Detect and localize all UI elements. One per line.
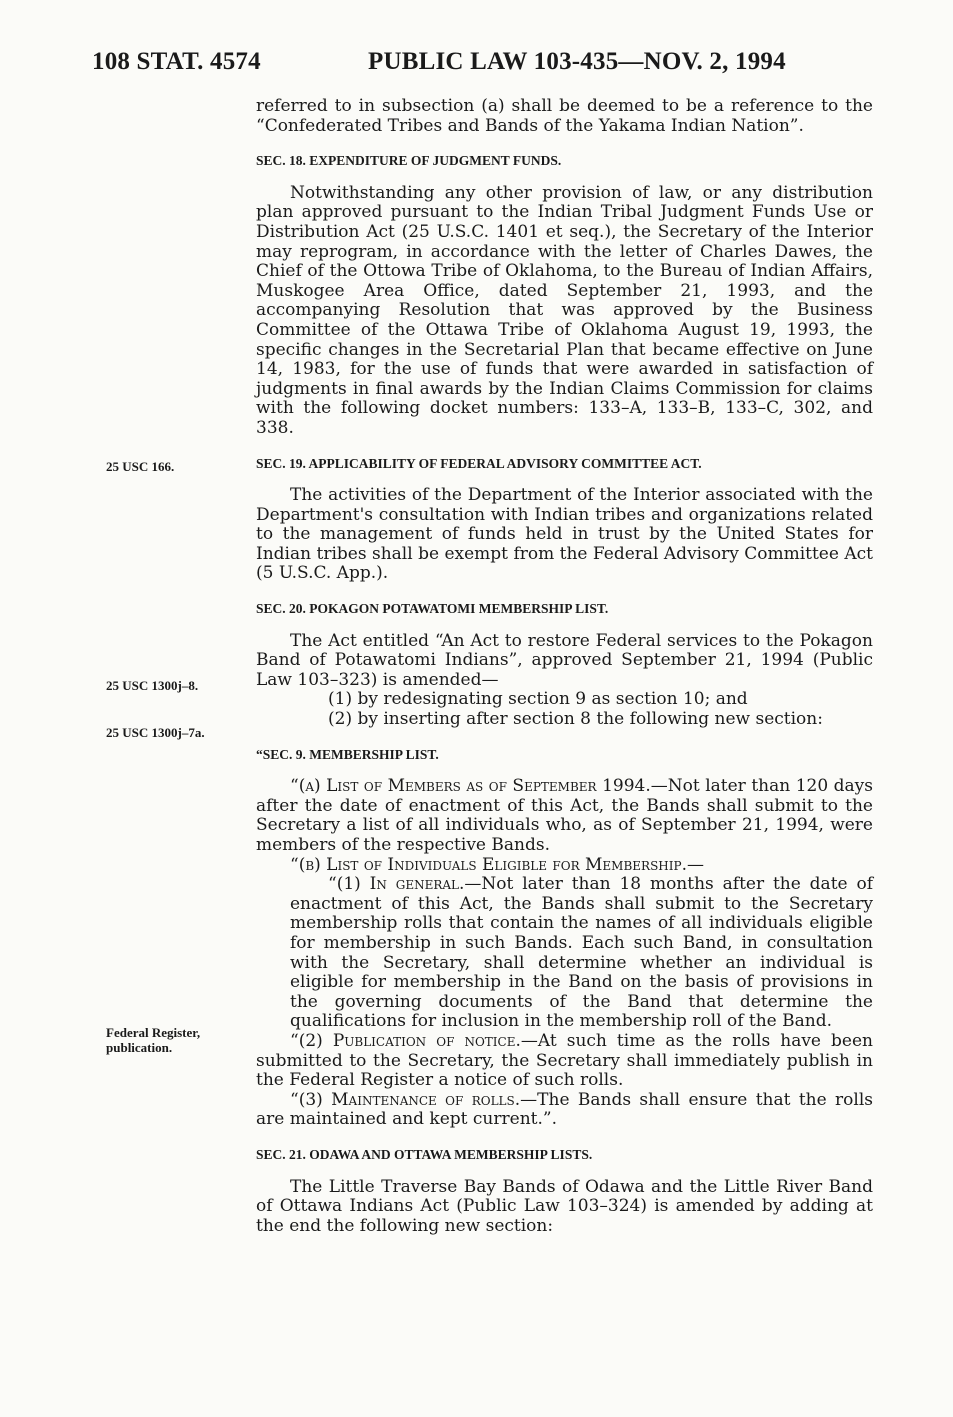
section-20-item-1: (1) by redesignating section 9 as section 10; and xyxy=(328,689,748,710)
section-18-text: Notwithstanding any other provision of law, or any distribution plan approved pursuant to the Indian Tribal Judgment Funds Use or Distribution Act (25 U.S.C. 1401 et seq.), the Secretary of the Interior may reprogram, in accordance with the letter of Charles Dawes, the Chief of the Ottowa Tribe of Oklahoma, to the Bureau of Indian Affairs, Muskogee Area Office, dated September 21, 1993, and the accompanying Resolution that was approved by the Business Committee of the Ottawa Tribe of Oklahoma August 19, 1993, the specific changes in the Secretarial Plan that became effective on June 14, 1983, for the use of funds that were awarded in satisfaction of judgments in final awards by the Indian Claims Commission for claims with the following docket numbers: 133–A, 133–B, 133–C, 302, and 338. xyxy=(256,182,873,438)
paragraph-b1-text: —Not later than 18 months after the date of enactment of this Act, the Bands shall submit to the Secretary membership rolls that contain the names of all individuals eligible for membership in such Bands. Each such Band, in consultation with the Secretary, shall determine whether an individual is eligible for membership in the Band on the basis of provisions in the governing documents of the Band that determine the qualifications for inclusion in the membership roll of the Band. xyxy=(290,874,873,1032)
paragraph-b2 xyxy=(256,1032,873,1091)
paragraph-b3-text: —The Bands shall ensure that the rolls are maintained and kept current.”. xyxy=(256,1089,873,1130)
section-20-item-2: (2) by inserting after section 8 the following new section: xyxy=(328,709,823,730)
paragraph-b3 xyxy=(256,1091,873,1130)
page-reference: 108 STAT. 4574 xyxy=(92,48,261,75)
law-reference-header: PUBLIC LAW 103-435—NOV. 2, 1994 xyxy=(368,48,786,75)
subsection-b xyxy=(256,856,873,876)
paragraph-b3-label: “(3) Maintenance of rolls. xyxy=(290,1089,521,1110)
margin-note-25-usc-1300j-7a: 25 USC 1300j–7a. xyxy=(106,725,205,740)
margin-note-federal-register: Federal Register, publication. xyxy=(106,1025,201,1055)
section-20-heading: SEC. 20. POKAGON POTAWATOMI MEMBERSHIP LIST. xyxy=(256,601,609,617)
subsection-a-label: “(a) List of Members as of September 1994. xyxy=(290,776,651,797)
subsection-a-text: —Not later than 120 days after the date of enactment of this Act, the Bands shall submit to the Secretary a list of all individuals who, as of September 21, 1994, were members of the respective Bands. xyxy=(256,776,873,855)
section-9-heading: “SEC. 9. MEMBERSHIP LIST. xyxy=(256,746,439,762)
section-18-heading: SEC. 18. EXPENDITURE OF JUDGMENT FUNDS. xyxy=(256,153,562,169)
paragraph-b1-label: “(1) In general. xyxy=(328,874,465,895)
margin-note-25-usc-1300j-8: 25 USC 1300j–8. xyxy=(106,678,199,693)
margin-note-25-usc-166: 25 USC 166. xyxy=(106,459,175,474)
paragraph-b2-label: “(2) Publication of notice. xyxy=(290,1030,521,1051)
paragraph-b1 xyxy=(256,875,873,1032)
paragraph-b2-text: —At such time as the rolls have been submitted to the Secretary, the Secretary shall immediately publish in the Federal Register a notice of such rolls. xyxy=(256,1030,873,1091)
main-text-column xyxy=(256,97,873,1236)
section-20-text: The Act entitled “An Act to restore Federal services to the Pokagon Band of Potawatomi Indians”, approved September 21, 1994 (Public Law 103–323) is amended— xyxy=(256,630,873,690)
section-21-heading: SEC. 21. ODAWA AND OTTAWA MEMBERSHIP LISTS. xyxy=(256,1146,593,1162)
subsection-b-dash: — xyxy=(686,854,704,875)
section-19-text: The activities of the Department of the Interior associated with the Department's consultation with Indian tribes and organizations related to the management of funds held in trust by the United States for Indian tribes shall be exempt from the Federal Advisory Committee Act (5 U.S.C. App.). xyxy=(256,485,873,584)
subsection-b-label: “(b) List of Individuals Eligible for Membership. xyxy=(290,854,687,875)
paragraph-continuation: referred to in subsection (a) shall be deemed to be a reference to the “Confederated Tribes and Bands of the Yakama Indian Nation”. xyxy=(256,96,873,136)
section-19-heading: SEC. 19. APPLICABILITY OF FEDERAL ADVISORY COMMITTEE ACT. xyxy=(256,455,702,471)
section-21-text: The Little Traverse Bay Bands of Odawa and the Little River Band of Ottawa Indians Act (Public Law 103–324) is amended by adding at the end the following new section: xyxy=(256,1176,873,1236)
subsection-a xyxy=(256,777,873,855)
